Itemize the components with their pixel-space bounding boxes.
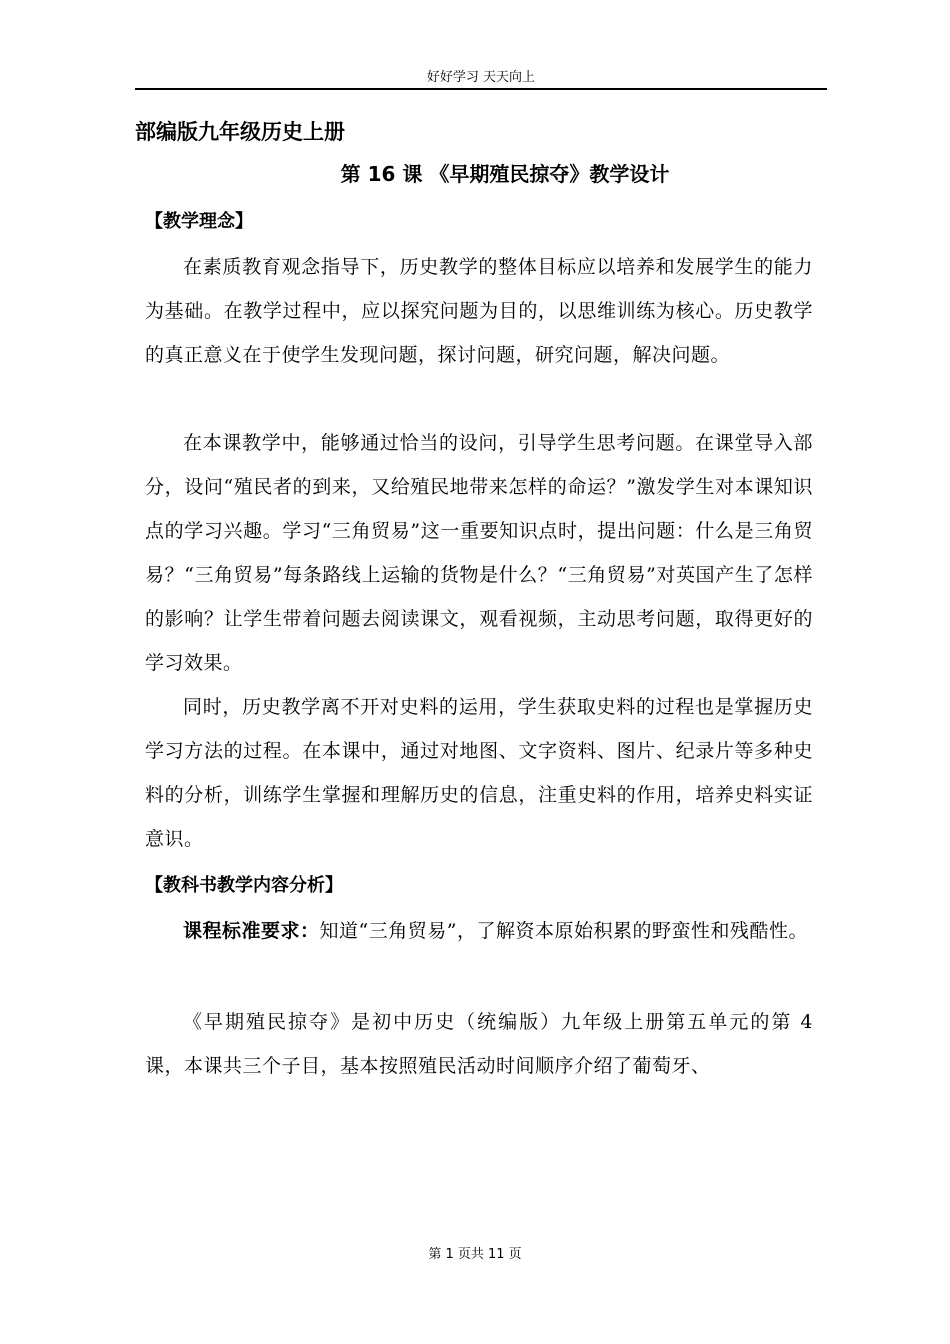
paragraph: 同时，历史教学离不开对史料的运用，学生获取史料的过程也是掌握历史学习方法的过程。在本课中，通过对地图、文字资料、图片、纪录片等多种史料的分析，训练学生掌握和理解历史的信息，注重史料的作用，培养史料实证意识。 (145, 696, 813, 850)
header-divider (135, 88, 827, 90)
curriculum-standard-label: 课程标准要求： (183, 920, 320, 942)
page-number: 第 1 页共 11 页 (428, 1247, 522, 1262)
paragraph: 在素质教育观念指导下，历史教学的整体目标应以培养和发展学生的能力为基础。在教学过程中，应以探究问题为目的，以思维训练为核心。历史教学的真正意义在于使学生发现问题，探讨问题，研究问题，解决问题。 (145, 256, 813, 366)
document-series: 部编版九年级历史上册 (135, 120, 345, 144)
curriculum-standard-text: 知道“三角贸易”，了解资本原始积累的野蛮性和残酷性。 (319, 920, 808, 942)
section-heading-teaching-philosophy: 【教学理念】 (145, 211, 253, 232)
curriculum-standard-paragraph (145, 909, 813, 953)
paragraph: 《早期殖民掠夺》是初中历史（统编版）九年级上册第五单元的第 4 课，本课共三个子目，基本按照殖民活动时间顺序介绍了葡萄牙、 (145, 1011, 813, 1077)
document-title: 第 16 课 《早期殖民掠夺》教学设计 (340, 162, 670, 186)
section-heading-textbook-analysis: 【教科书教学内容分析】 (145, 875, 343, 896)
page-header: 好好学习 天天向上 (426, 70, 536, 85)
paragraph: 在本课教学中，能够通过恰当的设问，引导学生思考问题。在课堂导入部分，设问“殖民者的到来，又给殖民地带来怎样的命运？”激发学生对本课知识点的学习兴趣。学习“三角贸易”这一重要知识点时，提出问题：什么是三角贸易？“三角贸易”每条路线上运输的货物是什么？“三角贸易”对英国产生了怎样的影响？让学生带着问题去阅读课文，观看视频，主动思考问题，取得更好的学习效果。 (145, 432, 813, 674)
